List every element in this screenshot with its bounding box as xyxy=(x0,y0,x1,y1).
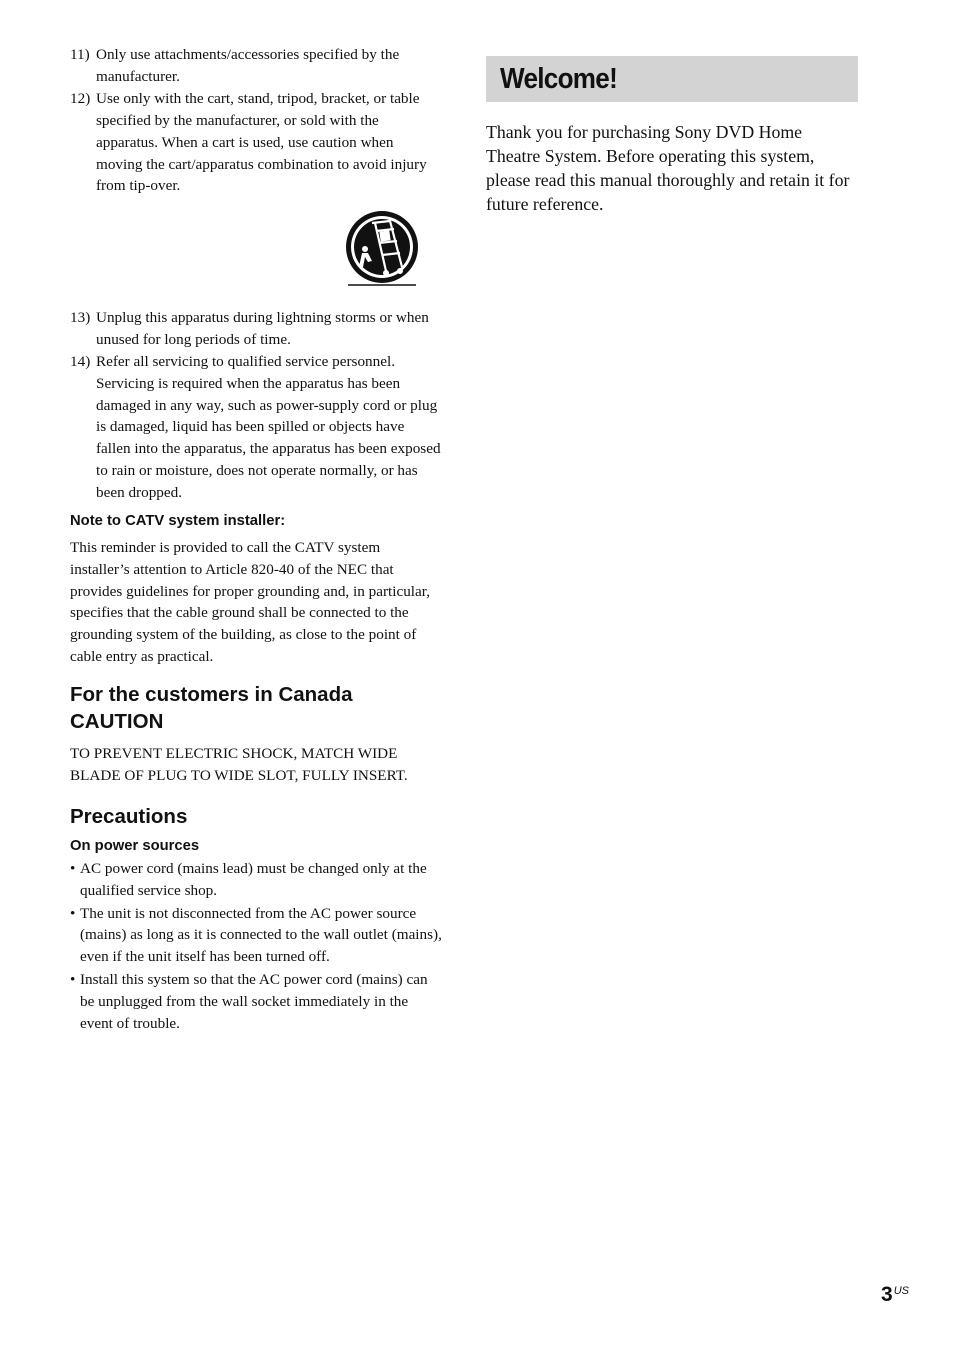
cart-illustration xyxy=(70,209,442,289)
list-item xyxy=(70,903,442,968)
list-item xyxy=(70,858,442,901)
page-number-suffix: US xyxy=(893,1285,909,1297)
list-item xyxy=(70,44,442,87)
welcome-banner xyxy=(486,56,858,102)
catv-paragraph: This reminder is provided to call the CATV system installer’s attention to Article 820-40 of the NEC that provides guidelines for proper grounding and, in particular, specifies that the cable ground shall be connected to the grounding system of the building, as close to the point of cable entry as practical. xyxy=(70,539,430,665)
canada-heading xyxy=(70,681,442,735)
welcome-title: Welcome! xyxy=(500,62,618,95)
item-text: Refer all servicing to qualified service personnel. Servicing is required when the apparatus has been damaged in any way, such as power-supply cord or plug is damaged, liquid has been spilled or objects have fallen into the apparatus, the apparatus has been exposed to rain or moisture, does not operate normally, or has been dropped. xyxy=(96,353,441,501)
power-sources-heading: On power sources xyxy=(70,837,200,854)
item-text: Use only with the cart, stand, tripod, bracket, or table specified by the manufacturer, or sold with the apparatus. When a cart is used, use caution when moving the cart/apparatus combination to avoid injury from tip-over. xyxy=(96,90,427,195)
list-item xyxy=(70,969,442,1034)
numbered-list-bottom xyxy=(70,307,442,503)
bullet-text: The unit is not disconnected from the AC power source (mains) as long as it is connected to the wall outlet (mains), even if the unit itself has been turned off. xyxy=(80,904,442,966)
page-number-value: 3 xyxy=(881,1283,893,1306)
welcome-paragraph: Thank you for purchasing Sony DVD Home Theatre System. Before operating this system, please read this manual thoroughly and retain it for future reference. xyxy=(486,122,850,214)
precautions-heading: Precautions xyxy=(70,804,188,828)
right-column xyxy=(486,56,858,216)
canada-heading-line1: For the customers in Canada xyxy=(70,683,353,707)
left-column xyxy=(70,44,442,1036)
cart-tip-over-warning-icon xyxy=(342,209,422,289)
item-number: 13) xyxy=(70,308,91,326)
canada-heading-line2: CAUTION xyxy=(70,710,164,734)
list-item xyxy=(70,351,442,503)
list-item xyxy=(70,88,442,197)
numbered-list-top xyxy=(70,44,442,197)
item-number: 12) xyxy=(70,90,91,108)
item-number: 14) xyxy=(70,353,91,371)
bullet-text: AC power cord (mains lead) must be changed only at the qualified service shop. xyxy=(80,859,427,899)
bullet: • xyxy=(70,971,76,989)
bullet: • xyxy=(70,859,76,877)
catv-heading: Note to CATV system installer: xyxy=(70,513,286,530)
canada-caution-text: TO PREVENT ELECTRIC SHOCK, MATCH WIDE BLADE OF PLUG TO WIDE SLOT, FULLY INSERT. xyxy=(70,745,408,785)
power-bullet-list xyxy=(70,858,442,1035)
item-number: 11) xyxy=(70,46,90,63)
item-text: Only use attachments/accessories specified by the manufacturer. xyxy=(96,46,400,85)
item-text: Unplug this apparatus during lightning storms or when unused for long periods of time. xyxy=(96,308,429,348)
page-number xyxy=(881,1283,909,1307)
bullet: • xyxy=(70,904,76,922)
bullet-text: Install this system so that the AC power cord (mains) can be unplugged from the wall socket immediately in the event of trouble. xyxy=(80,971,428,1032)
list-item xyxy=(70,307,442,350)
